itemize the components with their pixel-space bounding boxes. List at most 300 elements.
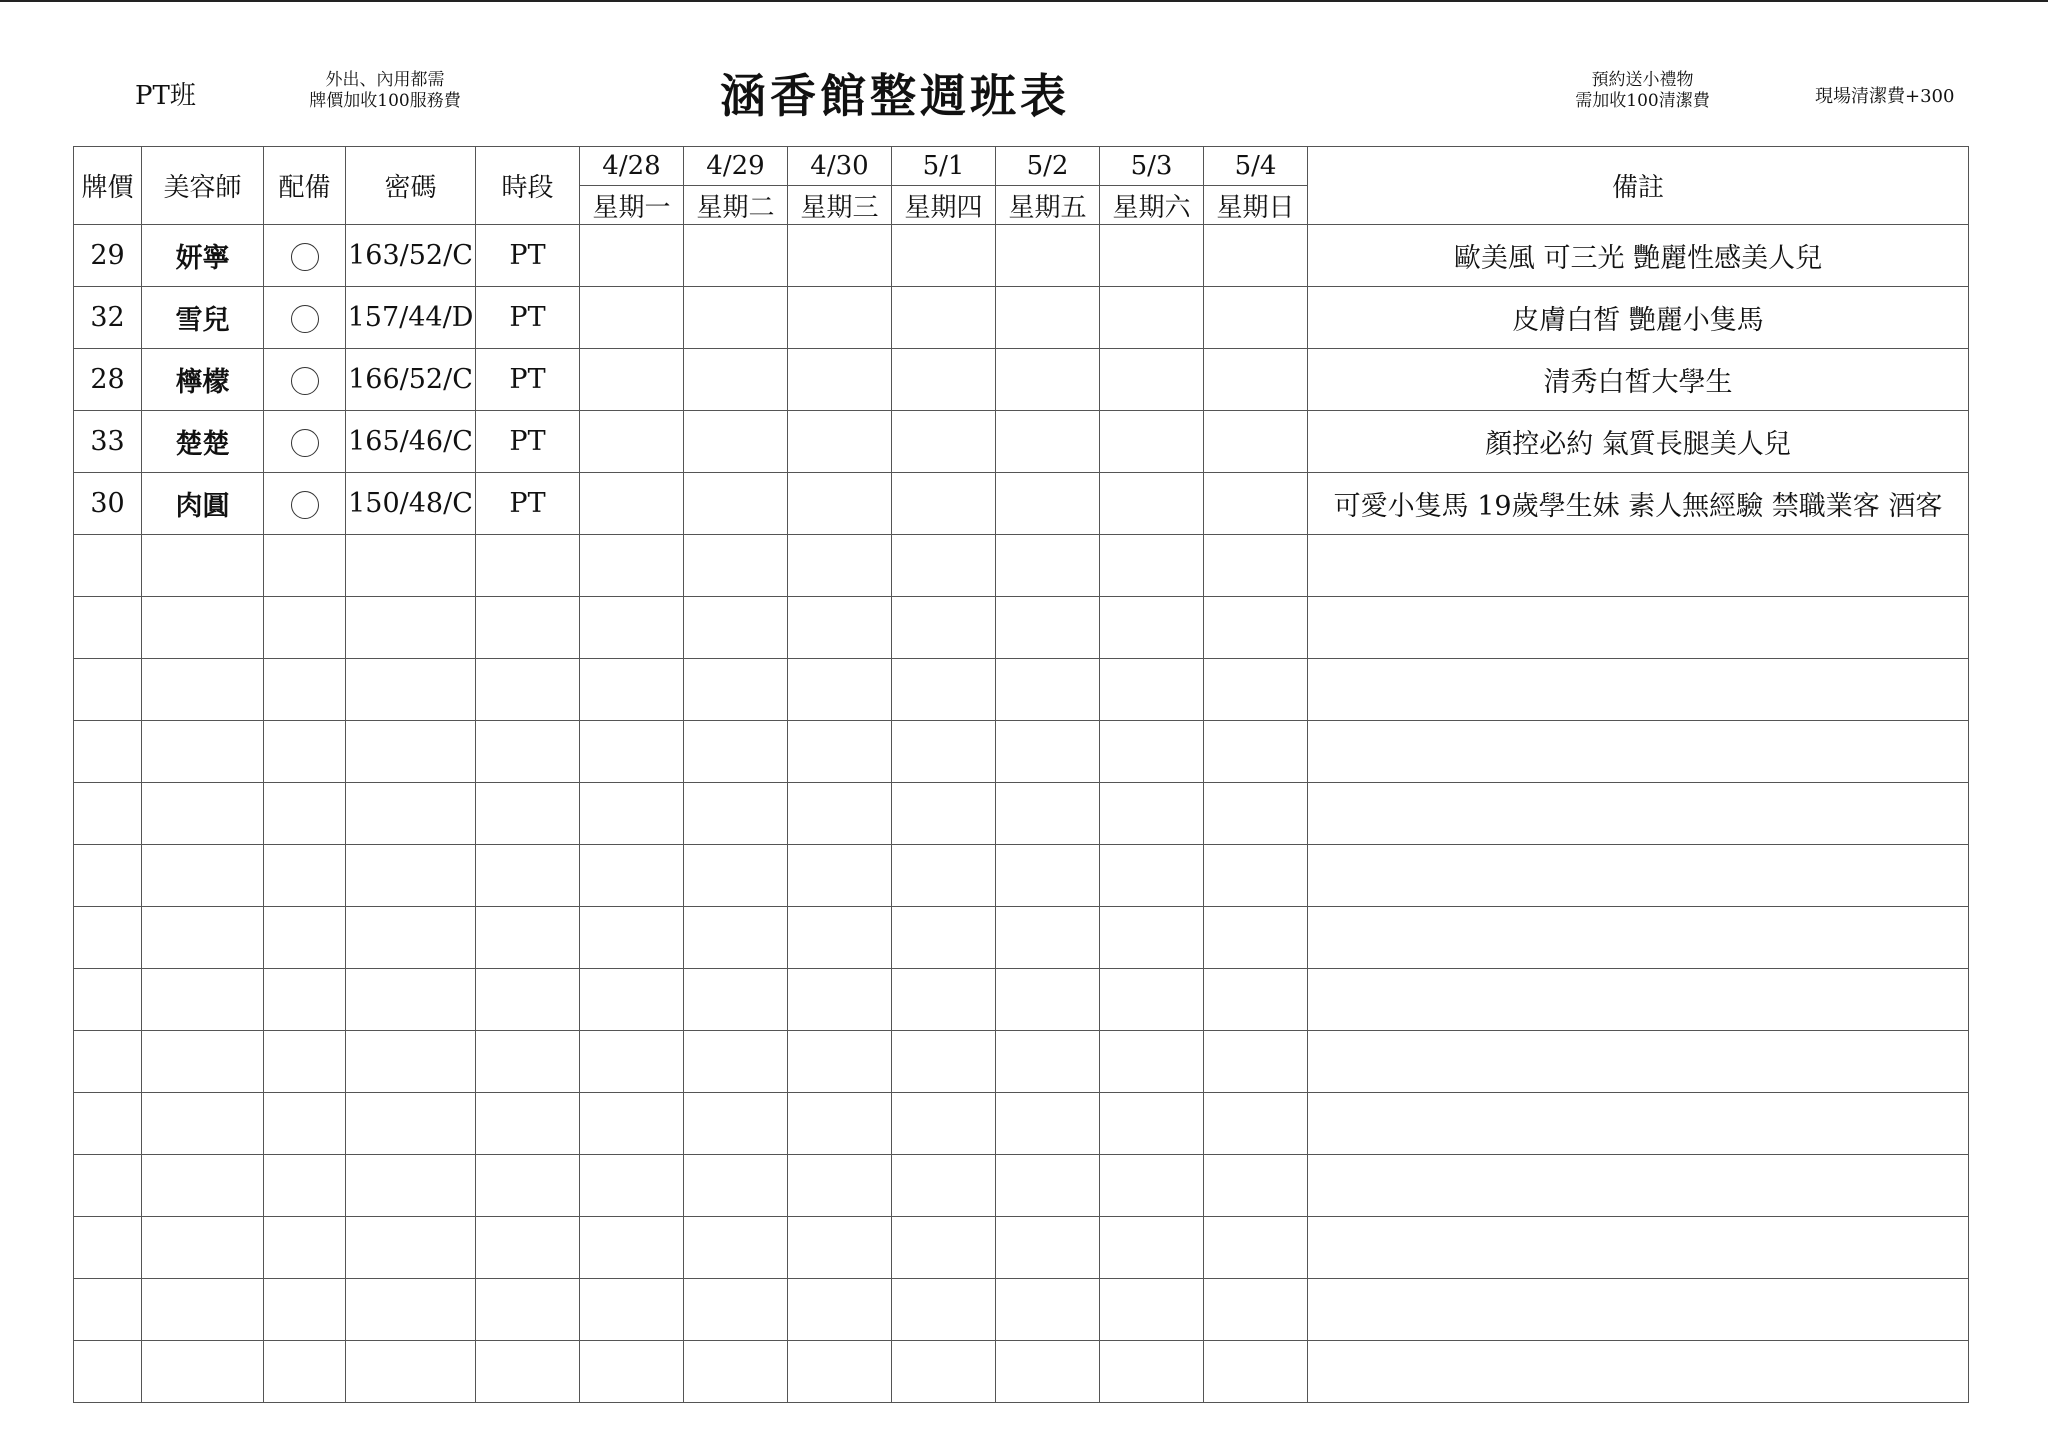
empty-cell[interactable]	[74, 1279, 142, 1341]
empty-cell[interactable]	[346, 1031, 476, 1093]
empty-cell[interactable]	[1204, 969, 1308, 1031]
empty-cell[interactable]	[996, 535, 1100, 597]
empty-cell[interactable]	[142, 1093, 264, 1155]
service-fee-note-line-2: 牌價加收100服務費	[309, 91, 461, 112]
empty-cell[interactable]	[892, 907, 996, 969]
circle-icon	[291, 243, 319, 271]
empty-cell[interactable]	[892, 1279, 996, 1341]
empty-cell[interactable]	[142, 783, 264, 845]
empty-cell[interactable]	[1100, 535, 1204, 597]
day-cell[interactable]	[684, 287, 788, 349]
empty-cell[interactable]	[74, 845, 142, 907]
empty-table-row	[74, 721, 1969, 783]
empty-cell[interactable]	[996, 1093, 1100, 1155]
empty-cell[interactable]	[142, 845, 264, 907]
empty-cell[interactable]	[788, 1279, 892, 1341]
empty-cell[interactable]	[684, 1341, 788, 1403]
empty-cell[interactable]	[892, 721, 996, 783]
empty-cell[interactable]	[1204, 783, 1308, 845]
empty-cell[interactable]	[476, 597, 580, 659]
empty-cell[interactable]	[684, 1279, 788, 1341]
day-cell[interactable]	[684, 473, 788, 535]
empty-cell[interactable]	[580, 969, 684, 1031]
empty-cell[interactable]	[346, 1279, 476, 1341]
empty-cell[interactable]	[788, 535, 892, 597]
timeslot-cell: PT	[476, 287, 580, 349]
timeslot-cell: PT	[476, 411, 580, 473]
empty-cell[interactable]	[1204, 659, 1308, 721]
empty-table-row	[74, 1031, 1969, 1093]
empty-cell[interactable]	[892, 1031, 996, 1093]
empty-cell[interactable]	[996, 597, 1100, 659]
service-fee-note	[285, 70, 485, 113]
empty-cell[interactable]	[788, 1093, 892, 1155]
empty-table-row	[74, 783, 1969, 845]
circle-icon	[291, 429, 319, 457]
empty-cell[interactable]	[1308, 1093, 1969, 1155]
password-cell: 165/46/C	[346, 411, 476, 473]
price-cell: 29	[74, 225, 142, 287]
empty-cell[interactable]	[264, 721, 346, 783]
empty-cell[interactable]	[264, 1031, 346, 1093]
empty-cell[interactable]	[892, 1155, 996, 1217]
empty-cell[interactable]	[1100, 721, 1204, 783]
header-weekday: 星期日	[1204, 186, 1308, 225]
password-cell: 150/48/C	[346, 473, 476, 535]
table-row	[74, 349, 1969, 411]
empty-cell[interactable]	[684, 1155, 788, 1217]
empty-cell[interactable]	[142, 1217, 264, 1279]
empty-cell[interactable]	[788, 1155, 892, 1217]
header-weekday: 星期三	[788, 186, 892, 225]
empty-cell[interactable]	[684, 1217, 788, 1279]
empty-cell[interactable]	[142, 907, 264, 969]
day-cell[interactable]	[684, 349, 788, 411]
empty-cell[interactable]	[264, 969, 346, 1031]
empty-cell[interactable]	[788, 1217, 892, 1279]
timeslot-cell: PT	[476, 473, 580, 535]
empty-cell[interactable]	[996, 1155, 1100, 1217]
day-cell[interactable]	[892, 349, 996, 411]
empty-cell[interactable]	[580, 597, 684, 659]
empty-cell[interactable]	[346, 535, 476, 597]
empty-cell[interactable]	[1100, 1155, 1204, 1217]
empty-cell[interactable]	[1100, 907, 1204, 969]
empty-cell[interactable]	[74, 535, 142, 597]
empty-cell[interactable]	[788, 845, 892, 907]
day-cell[interactable]	[1204, 225, 1308, 287]
empty-cell[interactable]	[788, 1341, 892, 1403]
day-cell[interactable]	[996, 349, 1100, 411]
equipment-cell	[264, 411, 346, 473]
day-cell[interactable]	[580, 411, 684, 473]
day-cell[interactable]	[1100, 411, 1204, 473]
booking-gift-note-line-1: 預約送小禮物	[1591, 70, 1694, 90]
empty-cell[interactable]	[892, 1093, 996, 1155]
empty-cell[interactable]	[684, 907, 788, 969]
timeslot-cell: PT	[476, 349, 580, 411]
empty-cell[interactable]	[1100, 1279, 1204, 1341]
empty-cell[interactable]	[580, 783, 684, 845]
empty-cell[interactable]	[996, 1279, 1100, 1341]
empty-cell[interactable]	[996, 845, 1100, 907]
empty-cell[interactable]	[74, 1341, 142, 1403]
empty-cell[interactable]	[684, 1031, 788, 1093]
empty-cell[interactable]	[476, 1031, 580, 1093]
empty-cell[interactable]	[264, 1093, 346, 1155]
empty-cell[interactable]	[580, 1341, 684, 1403]
day-cell[interactable]	[996, 411, 1100, 473]
empty-cell[interactable]	[788, 783, 892, 845]
remark-cell: 可愛小隻馬 19歲學生妹 素人無經驗 禁職業客 酒客	[1308, 473, 1969, 535]
empty-cell[interactable]	[142, 969, 264, 1031]
empty-cell[interactable]	[1100, 969, 1204, 1031]
empty-cell[interactable]	[1100, 1093, 1204, 1155]
empty-cell[interactable]	[1100, 1217, 1204, 1279]
empty-cell[interactable]	[1308, 535, 1969, 597]
empty-cell[interactable]	[1308, 783, 1969, 845]
beautician-name-cell: 檸檬	[142, 349, 264, 411]
empty-cell[interactable]	[346, 907, 476, 969]
empty-cell[interactable]	[346, 721, 476, 783]
empty-cell[interactable]	[788, 597, 892, 659]
empty-cell[interactable]	[142, 597, 264, 659]
empty-cell[interactable]	[476, 721, 580, 783]
empty-cell[interactable]	[996, 1217, 1100, 1279]
empty-cell[interactable]	[1308, 1155, 1969, 1217]
empty-cell[interactable]	[580, 659, 684, 721]
empty-cell[interactable]	[788, 969, 892, 1031]
empty-cell[interactable]	[264, 1217, 346, 1279]
empty-cell[interactable]	[476, 1341, 580, 1403]
empty-cell[interactable]	[346, 845, 476, 907]
empty-table-row	[74, 845, 1969, 907]
day-cell[interactable]	[580, 287, 684, 349]
empty-cell[interactable]	[996, 907, 1100, 969]
empty-cell[interactable]	[476, 783, 580, 845]
table-row	[74, 225, 1969, 287]
empty-cell[interactable]	[476, 1155, 580, 1217]
empty-cell[interactable]	[892, 597, 996, 659]
beautician-name-cell: 肉圓	[142, 473, 264, 535]
empty-cell[interactable]	[142, 1279, 264, 1341]
empty-cell[interactable]	[346, 1155, 476, 1217]
header-date: 4/29	[684, 147, 788, 186]
empty-cell[interactable]	[996, 721, 1100, 783]
day-cell[interactable]	[684, 225, 788, 287]
header-date: 5/2	[996, 147, 1100, 186]
remark-cell: 顏控必約 氣質長腿美人兒	[1308, 411, 1969, 473]
day-cell[interactable]	[684, 411, 788, 473]
empty-cell[interactable]	[684, 845, 788, 907]
empty-cell[interactable]	[892, 1217, 996, 1279]
day-cell[interactable]	[788, 473, 892, 535]
empty-cell[interactable]	[264, 659, 346, 721]
beautician-name-cell: 雪兒	[142, 287, 264, 349]
empty-cell[interactable]	[346, 1093, 476, 1155]
circle-icon	[291, 367, 319, 395]
day-cell[interactable]	[1100, 225, 1204, 287]
remark-cell: 歐美風 可三光 艷麗性感美人兒	[1308, 225, 1969, 287]
empty-cell[interactable]	[684, 659, 788, 721]
day-cell[interactable]	[892, 473, 996, 535]
empty-cell[interactable]	[74, 659, 142, 721]
day-cell[interactable]	[788, 225, 892, 287]
empty-table-row	[74, 535, 1969, 597]
empty-cell[interactable]	[74, 1031, 142, 1093]
empty-cell[interactable]	[142, 535, 264, 597]
empty-cell[interactable]	[684, 1093, 788, 1155]
empty-cell[interactable]	[346, 1341, 476, 1403]
empty-cell[interactable]	[74, 597, 142, 659]
header-beautician: 美容師	[142, 147, 264, 225]
empty-cell[interactable]	[684, 597, 788, 659]
empty-cell[interactable]	[580, 1217, 684, 1279]
empty-cell[interactable]	[892, 1341, 996, 1403]
empty-cell[interactable]	[1308, 969, 1969, 1031]
day-cell[interactable]	[788, 411, 892, 473]
empty-cell[interactable]	[346, 969, 476, 1031]
empty-cell[interactable]	[1100, 1341, 1204, 1403]
equipment-cell	[264, 473, 346, 535]
empty-cell[interactable]	[142, 659, 264, 721]
empty-cell[interactable]	[142, 1155, 264, 1217]
remark-cell: 清秀白皙大學生	[1308, 349, 1969, 411]
header-date: 5/1	[892, 147, 996, 186]
price-cell: 32	[74, 287, 142, 349]
empty-cell[interactable]	[74, 783, 142, 845]
empty-cell[interactable]	[996, 1341, 1100, 1403]
empty-cell[interactable]	[264, 597, 346, 659]
empty-table-row	[74, 969, 1969, 1031]
empty-cell[interactable]	[264, 907, 346, 969]
empty-cell[interactable]	[996, 1031, 1100, 1093]
day-cell[interactable]	[580, 225, 684, 287]
empty-cell[interactable]	[1100, 1031, 1204, 1093]
day-cell[interactable]	[996, 473, 1100, 535]
empty-cell[interactable]	[684, 535, 788, 597]
empty-cell[interactable]	[1308, 597, 1969, 659]
empty-cell[interactable]	[1204, 1093, 1308, 1155]
timeslot-cell: PT	[476, 225, 580, 287]
onsite-cleaning-fee: 現場清潔費+300	[1815, 86, 1955, 107]
empty-cell[interactable]	[476, 969, 580, 1031]
empty-cell[interactable]	[580, 845, 684, 907]
empty-cell[interactable]	[1100, 845, 1204, 907]
empty-cell[interactable]	[892, 969, 996, 1031]
empty-cell[interactable]	[1308, 1031, 1969, 1093]
header-date: 5/4	[1204, 147, 1308, 186]
empty-cell[interactable]	[476, 845, 580, 907]
empty-cell[interactable]	[74, 1155, 142, 1217]
price-cell: 30	[74, 473, 142, 535]
empty-table-row	[74, 659, 1969, 721]
empty-cell[interactable]	[1204, 1217, 1308, 1279]
header-password: 密碼	[346, 147, 476, 225]
empty-cell[interactable]	[996, 783, 1100, 845]
header-date: 4/28	[580, 147, 684, 186]
empty-cell[interactable]	[476, 659, 580, 721]
day-cell[interactable]	[996, 225, 1100, 287]
empty-cell[interactable]	[1204, 1279, 1308, 1341]
remark-cell: 皮膚白皙 艷麗小隻馬	[1308, 287, 1969, 349]
empty-cell[interactable]	[74, 721, 142, 783]
empty-cell[interactable]	[684, 721, 788, 783]
table-row	[74, 287, 1969, 349]
empty-table-row	[74, 1341, 1969, 1403]
empty-cell[interactable]	[346, 597, 476, 659]
empty-cell[interactable]	[142, 721, 264, 783]
empty-cell[interactable]	[1204, 1155, 1308, 1217]
empty-cell[interactable]	[996, 659, 1100, 721]
empty-cell[interactable]	[1308, 845, 1969, 907]
empty-cell[interactable]	[1100, 597, 1204, 659]
password-cell: 157/44/D	[346, 287, 476, 349]
day-cell[interactable]	[892, 225, 996, 287]
password-cell: 163/52/C	[346, 225, 476, 287]
service-fee-note-line-1: 外出、內用都需	[325, 70, 445, 90]
header-remarks: 備註	[1308, 147, 1969, 225]
empty-cell[interactable]	[142, 1031, 264, 1093]
day-cell[interactable]	[996, 287, 1100, 349]
empty-cell[interactable]	[264, 1279, 346, 1341]
header-equipment: 配備	[264, 147, 346, 225]
circle-icon	[291, 305, 319, 333]
price-cell: 28	[74, 349, 142, 411]
header-weekday: 星期五	[996, 186, 1100, 225]
day-cell[interactable]	[1204, 349, 1308, 411]
equipment-cell	[264, 287, 346, 349]
day-cell[interactable]	[788, 349, 892, 411]
empty-cell[interactable]	[1204, 535, 1308, 597]
empty-table-row	[74, 1217, 1969, 1279]
empty-cell[interactable]	[476, 907, 580, 969]
header-date: 5/3	[1100, 147, 1204, 186]
page-title: 涵香館整週班表	[720, 69, 1070, 123]
header-weekday: 星期六	[1100, 186, 1204, 225]
empty-cell[interactable]	[1204, 907, 1308, 969]
empty-cell[interactable]	[1100, 783, 1204, 845]
empty-cell[interactable]	[1204, 845, 1308, 907]
empty-cell[interactable]	[1308, 721, 1969, 783]
empty-cell[interactable]	[580, 535, 684, 597]
table-row	[74, 473, 1969, 535]
empty-cell[interactable]	[684, 783, 788, 845]
empty-cell[interactable]	[1308, 1341, 1969, 1403]
header-price: 牌價	[74, 147, 142, 225]
empty-cell[interactable]	[476, 1217, 580, 1279]
empty-cell[interactable]	[892, 535, 996, 597]
weekly-schedule-table	[73, 146, 1969, 1403]
empty-cell[interactable]	[264, 845, 346, 907]
day-cell[interactable]	[1204, 473, 1308, 535]
day-cell[interactable]	[580, 349, 684, 411]
top-border-line	[0, 0, 2048, 2]
header-timeslot: 時段	[476, 147, 580, 225]
header-weekday: 星期一	[580, 186, 684, 225]
empty-cell[interactable]	[788, 907, 892, 969]
day-cell[interactable]	[892, 287, 996, 349]
header-date: 4/30	[788, 147, 892, 186]
schedule-body	[74, 225, 1969, 1403]
day-cell[interactable]	[1100, 287, 1204, 349]
empty-cell[interactable]	[1204, 597, 1308, 659]
empty-cell[interactable]	[264, 1155, 346, 1217]
day-cell[interactable]	[580, 473, 684, 535]
empty-table-row	[74, 1093, 1969, 1155]
empty-cell[interactable]	[580, 1279, 684, 1341]
empty-cell[interactable]	[788, 659, 892, 721]
table-row	[74, 411, 1969, 473]
empty-cell[interactable]	[996, 969, 1100, 1031]
empty-cell[interactable]	[1308, 1217, 1969, 1279]
day-cell[interactable]	[1100, 473, 1204, 535]
empty-cell[interactable]	[1308, 659, 1969, 721]
empty-cell[interactable]	[346, 783, 476, 845]
booking-gift-note-line-2: 需加收100清潔費	[1575, 91, 1710, 112]
empty-cell[interactable]	[74, 1217, 142, 1279]
empty-cell[interactable]	[788, 1031, 892, 1093]
empty-cell[interactable]	[1308, 907, 1969, 969]
empty-cell[interactable]	[580, 1155, 684, 1217]
password-cell: 166/52/C	[346, 349, 476, 411]
equipment-cell	[264, 349, 346, 411]
empty-cell[interactable]	[892, 659, 996, 721]
beautician-name-cell: 楚楚	[142, 411, 264, 473]
empty-cell[interactable]	[1204, 1031, 1308, 1093]
circle-icon	[291, 491, 319, 519]
empty-cell[interactable]	[74, 969, 142, 1031]
empty-cell[interactable]	[264, 783, 346, 845]
empty-cell[interactable]	[476, 535, 580, 597]
empty-cell[interactable]	[264, 535, 346, 597]
empty-cell[interactable]	[788, 721, 892, 783]
booking-gift-note	[1545, 70, 1740, 113]
empty-cell[interactable]	[892, 783, 996, 845]
empty-cell[interactable]	[74, 907, 142, 969]
empty-cell[interactable]	[1204, 721, 1308, 783]
empty-cell[interactable]	[1308, 1279, 1969, 1341]
day-cell[interactable]	[892, 411, 996, 473]
equipment-cell	[264, 225, 346, 287]
empty-cell[interactable]	[142, 1341, 264, 1403]
empty-cell[interactable]	[892, 845, 996, 907]
empty-cell[interactable]	[476, 1279, 580, 1341]
header-weekday: 星期二	[684, 186, 788, 225]
empty-cell[interactable]	[684, 969, 788, 1031]
empty-cell[interactable]	[476, 1093, 580, 1155]
day-cell[interactable]	[788, 287, 892, 349]
empty-cell[interactable]	[580, 721, 684, 783]
empty-cell[interactable]	[580, 1031, 684, 1093]
empty-cell[interactable]	[1204, 1341, 1308, 1403]
day-cell[interactable]	[1204, 411, 1308, 473]
price-cell: 33	[74, 411, 142, 473]
empty-table-row	[74, 1155, 1969, 1217]
empty-cell[interactable]	[264, 1341, 346, 1403]
day-cell[interactable]	[1204, 287, 1308, 349]
header-weekday: 星期四	[892, 186, 996, 225]
empty-table-row	[74, 1279, 1969, 1341]
empty-cell[interactable]	[346, 1217, 476, 1279]
empty-cell[interactable]	[580, 907, 684, 969]
empty-table-row	[74, 597, 1969, 659]
day-cell[interactable]	[1100, 349, 1204, 411]
empty-cell[interactable]	[1100, 659, 1204, 721]
empty-cell[interactable]	[346, 659, 476, 721]
empty-cell[interactable]	[580, 1093, 684, 1155]
empty-cell[interactable]	[74, 1093, 142, 1155]
